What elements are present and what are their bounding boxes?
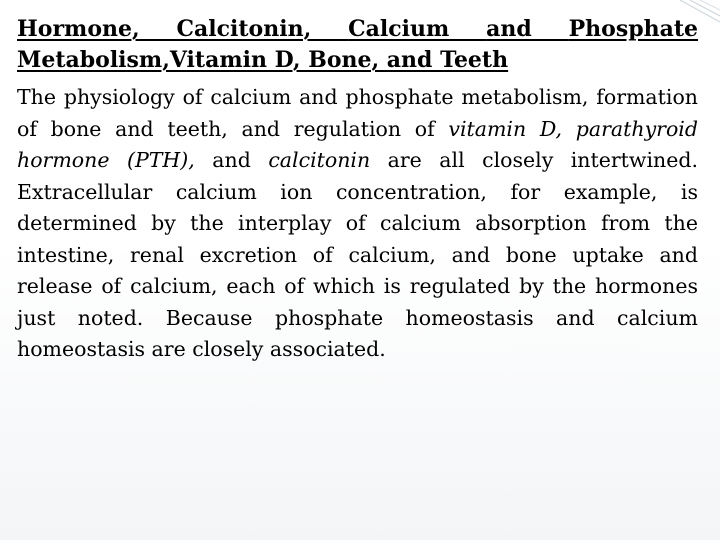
body-text-run: and xyxy=(194,148,269,172)
body-text-run xyxy=(562,117,576,141)
italic-term-pth: parathyroid hormone (PTH), xyxy=(17,116,698,172)
title-word: Calcium xyxy=(348,16,487,42)
title-word: Hormone, xyxy=(17,16,177,42)
body-paragraph xyxy=(17,82,698,366)
body-text-run: are all closely intertwined. Extracellular calcium ion concentration, for example, is determined by the interplay of calcium absorption from the intestine, renal excretion of calcium, and bone uptake and release of calcium, each of which is regulated by the hormones just noted. Because phosphate homeostasis and calcium homeostasis are closely associated. xyxy=(17,148,698,361)
body-text-run: The physiology of calcium and phosphate metabolism, formation of bone and teeth, and regulation of xyxy=(17,85,698,141)
italic-term-calcitonin: calcitonin xyxy=(268,148,371,172)
title-word: Phosphate xyxy=(568,16,698,42)
title-word: Calcitonin, xyxy=(176,16,349,42)
title-line-2: Metabolism,Vitamin D, Bone, and Teeth xyxy=(17,47,509,73)
italic-term-vitamin-d: vitamin D, xyxy=(448,116,563,141)
title-word: and xyxy=(486,16,569,42)
slide-title xyxy=(17,14,698,76)
